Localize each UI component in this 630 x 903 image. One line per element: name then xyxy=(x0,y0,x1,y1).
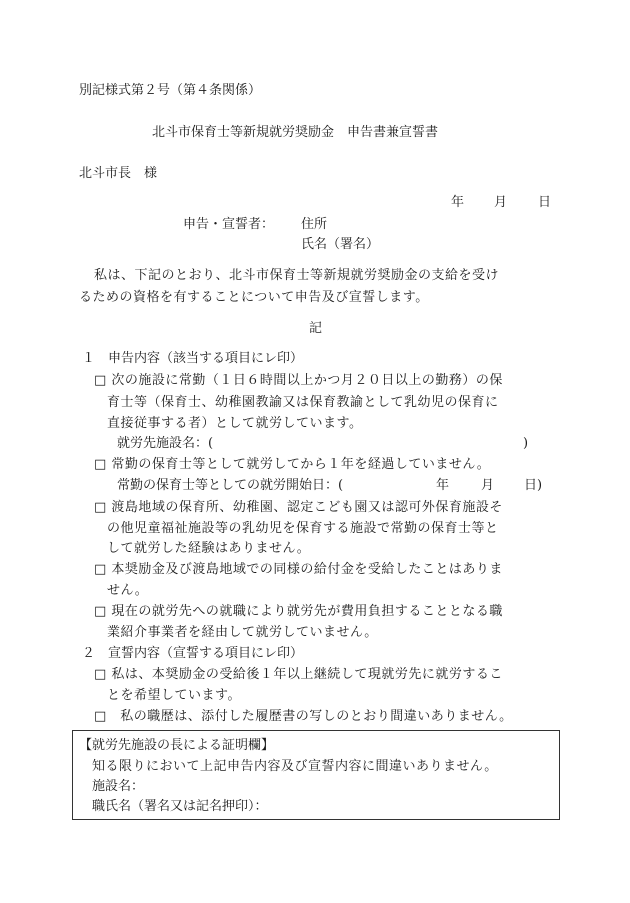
form-number: 別記様式第２号（第４条関係） xyxy=(79,83,262,98)
intro-line-1: 私は、下記のとおり、北斗市保育士等新規就労奨励金の支給を受け xyxy=(94,268,500,283)
s1-item1-line2: 育士等（保育士、幼稚園教諭又は保育教諭として乳幼児の保育に xyxy=(107,395,499,410)
s1-item4-line1: □ 本奨励金及び渡島地域での同様の給付金を受給したことはありま xyxy=(94,562,503,577)
s2-item2-line1: □ 私の職歴は、添付した履歴書の写しのとおり間違いありません。 xyxy=(94,709,513,724)
start-year: 年 xyxy=(436,478,450,493)
addressee: 北斗市長 様 xyxy=(79,166,158,181)
document-title: 北斗市保育士等新規就労奨励金 申告書兼宣誓書 xyxy=(152,125,439,140)
s1-item3-line3: して就労した経験はありません。 xyxy=(107,541,311,556)
s1-item3-line2: の他児童福祉施設等の乳幼児を保育する施設で常勤の保育士等と xyxy=(107,521,499,536)
declarant-name: 氏名（署名） xyxy=(301,237,380,252)
ki-mark: 記 xyxy=(309,321,323,336)
start-month: 月 xyxy=(481,478,495,493)
declarant-label: 申告・宣誓者： xyxy=(183,217,275,232)
facility-close: ) xyxy=(523,436,529,451)
s2-item1-line2: とを希望しています。 xyxy=(107,688,241,703)
s2-item1-line1: □ 私は、本奨励金の受給後１年以上継続して現就労先に就労するこ xyxy=(94,667,503,682)
section1-heading: １ 申告内容（該当する項目にレ印） xyxy=(82,351,304,366)
date-year: 年 xyxy=(451,195,465,210)
s1-item3-line1: □ 渡島地域の保育所、幼稚園、認定こども園又は認可外保育施設そ xyxy=(94,500,503,515)
date-month: 月 xyxy=(494,195,508,210)
section2-heading: ２ 宣誓内容（宣誓する項目にレ印） xyxy=(82,646,304,661)
intro-line-2: るための資格を有することについて申告及び宣誓します。 xyxy=(79,290,429,305)
s1-item1-line3: 直接従事する者）として就労しています。 xyxy=(107,416,363,431)
certification-box xyxy=(72,730,560,820)
s1-item5-line2: 業紹介事業者を経由して就労していません。 xyxy=(107,625,378,640)
start-date-label: 常勤の保育士等としての就労開始日：( xyxy=(117,478,344,493)
start-day: 日) xyxy=(524,478,543,493)
certification-statement: 知る限りにおいて上記申告内容及び宣誓内容に間違いありません。 xyxy=(92,759,498,774)
certification-facility-name: 施設名： xyxy=(92,779,145,794)
declarant-address: 住所 xyxy=(301,217,328,232)
certification-title: 【就労先施設の長による証明欄】 xyxy=(79,738,275,753)
s1-item5-line1: □ 現在の就労先への就職により就労先が費用負担することとなる職 xyxy=(94,604,503,619)
date-day: 日 xyxy=(538,195,552,210)
s1-item4-line2: せん。 xyxy=(107,583,149,598)
facility-label: 就労先施設名：( xyxy=(117,436,214,451)
s1-item2-line1: □ 常勤の保育士等として就労してから１年を経過していません。 xyxy=(94,457,491,472)
certification-official-name: 職氏名（署名又は記名押印）： xyxy=(92,799,268,814)
s1-item1-line1: □ 次の施設に常勤（１日６時間以上かつ月２０日以上の勤務）の保 xyxy=(94,373,503,388)
